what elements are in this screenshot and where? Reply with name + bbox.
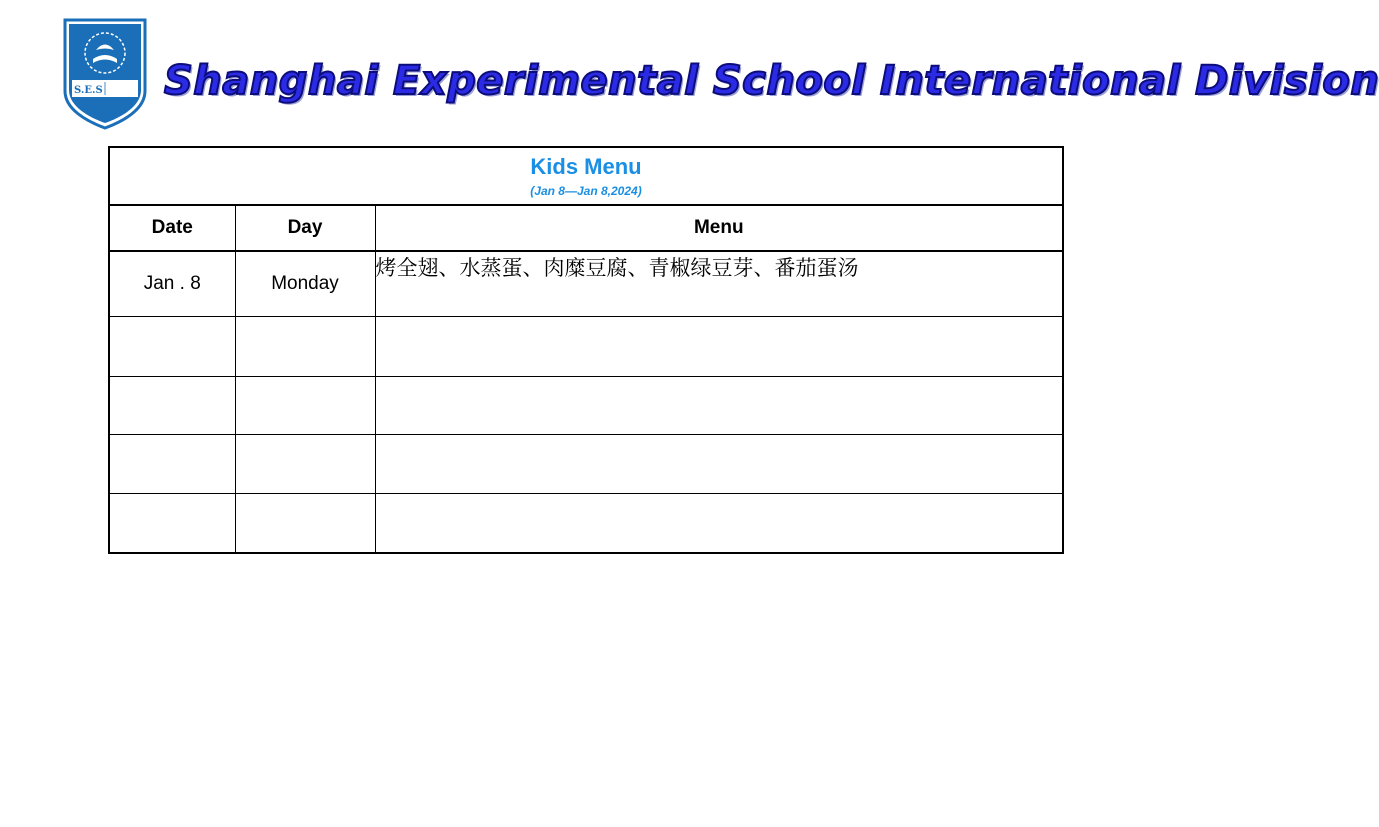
shield-emblem-icon xyxy=(62,17,148,130)
column-header-day: Day xyxy=(235,205,375,251)
logo-text: S.E.S xyxy=(74,85,103,96)
day-cell xyxy=(235,494,375,554)
date-cell xyxy=(109,494,235,554)
date-cell xyxy=(109,435,235,494)
day-cell xyxy=(235,377,375,435)
date-cell xyxy=(109,377,235,435)
menu-date-range: (Jan 8—Jan 8,2024) xyxy=(530,184,642,198)
menu-cell xyxy=(375,317,1063,377)
kids-menu-table xyxy=(108,146,1064,554)
menu-cell: 烤全翅、水蒸蛋、肉糜豆腐、青椒绿豆芽、番茄蛋汤 xyxy=(375,251,1063,317)
column-header-date: Date xyxy=(109,205,235,251)
menu-cell xyxy=(375,435,1063,494)
day-cell: Monday xyxy=(235,251,375,317)
table-row xyxy=(109,377,1063,435)
menu-cell xyxy=(375,377,1063,435)
column-header-menu: Menu xyxy=(375,205,1063,251)
table-row xyxy=(109,435,1063,494)
menu-title-cell xyxy=(109,147,1063,205)
menu-cell xyxy=(375,494,1063,554)
school-logo xyxy=(62,17,148,130)
day-cell xyxy=(235,317,375,377)
menu-title: Kids Menu xyxy=(530,154,642,179)
date-cell: Jan . 8 xyxy=(109,251,235,317)
school-name-heading: Shanghai Experimental School International Division xyxy=(164,58,1379,104)
table-row xyxy=(109,494,1063,554)
date-cell xyxy=(109,317,235,377)
table-row xyxy=(109,317,1063,377)
day-cell xyxy=(235,435,375,494)
table-header-row xyxy=(109,205,1063,251)
table-row xyxy=(109,251,1063,317)
